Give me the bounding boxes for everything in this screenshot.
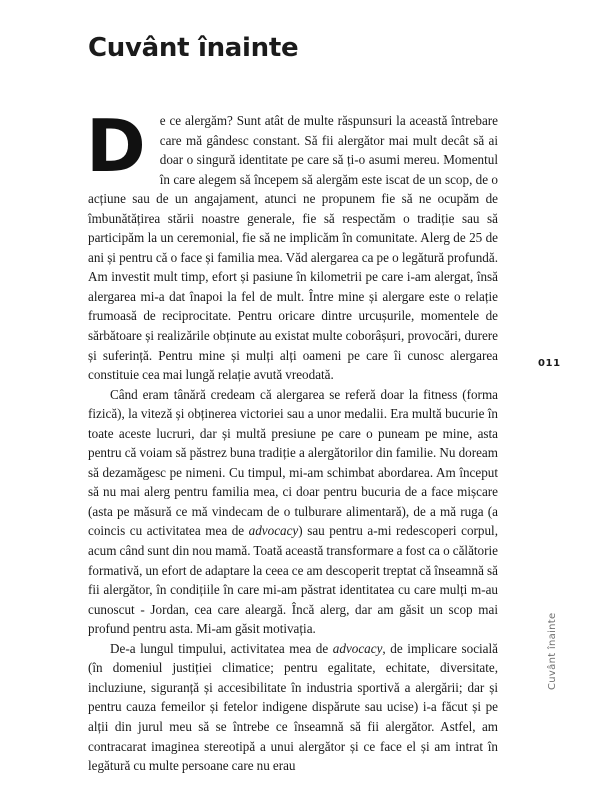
italic-term: advocacy — [248, 523, 299, 539]
text-run: Când eram tânără credeam că alergarea se referă doar la fitness (forma fizică), la viteză și obținerea victoriei sau a unor medalii. Era multă bucurie în toate aceste lucruri, dar și multă presiune pe care o puneam pe mine, asta pentru că voiam să păstrez buna tradiție a alergătorilor din familie. Nu doream să dezamăgesc pe nimeni. Cu timpul, mi-am schimbat abordarea. Am început să nu mai alerg pentru familia mea, ci doar pentru bucuria de a face mișcare (asta pe măsură ce mă vindecam de o tulburare alimentară), de a mă ruga (a coincis cu activitatea mea de — [88, 386, 498, 539]
text-run: ) sau pentru a-mi redescoperi corpul, acum când sunt din nou mamă. Toată această transformare a fost ca o călătorie formativă, un efort de adaptare la ceea ce am descoperit treptat că înseamnă să fii alergător, în condițiile în care mi-am păstrat identitatea cu care mulți m-au cunoscut - Jordan, cea care aleargă. Încă alerg, dar am găsit un scop mai profund pentru asta. Mi-am găsit motivația. — [88, 523, 498, 637]
running-head: Cuvânt înainte — [547, 612, 558, 690]
body-text — [86, 104, 498, 776]
drop-cap: D — [86, 104, 146, 188]
paragraph-3 — [88, 639, 498, 776]
text-run: , de implicare socială (în domeniul justiției climatice; pentru egalitate, echitate, diversitate, incluziune, siguranță și accesibilitate în industria sportivă a alergării; dar și pentru cauza femeilor și fetelor indigene dispărute sau ucise) i-a făcut și pe alții din jurul meu să se întrebe ce înseamnă să fii alergător. Astfel, am contracarat imaginea stereotipă a unui alergător și ce face el și am intrat în legătură cu multe persoane care nu erau — [88, 640, 498, 774]
text-run: De-a lungul timpului, activitatea mea de — [110, 640, 333, 656]
paragraph-2 — [88, 385, 498, 639]
chapter-title: Cuvânt înainte — [88, 33, 299, 63]
text-run: e ce alergăm? Sunt atât de multe răspunsuri la această întrebare care mă gândesc constant. Să fii alergător mai mult decât să ai doar o singură identitate pe care să ți-o asumi mereu. Momentul în care alegem să începem să alergăm este iscat de un scop, de o acțiune sau de un angajament, atunci ne propunem fie să ne ocupăm de îmbunătățirea stării noastre generale, fie să respectăm o tradiție sau să participăm la un ceremonial, fie să ne implicăm în comunitate. Alerg de 25 de ani și pentru că o face și familia mea. Văd alergarea ca pe o legătură profundă. Am investit mult timp, efort și pasiune în kilometrii pe care i-am alergat, însă alergarea mi-a dat înapoi la fel de mult. Între mine și alergare este o relație frumoasă de reciprocitate. Pentru oricare dintre urcușurile, momentele de sărbătoare și realizările obținute au existat multe coborâșuri, provocări, durere și suferință. Pentru mine și mulți alți oameni pe care îi cunosc alergarea constituie cea mai lungă relație avută vreodată. — [88, 113, 498, 383]
page-number: 011 — [538, 358, 561, 369]
paragraph-1 — [86, 104, 498, 385]
italic-term: advocacy — [332, 640, 383, 656]
